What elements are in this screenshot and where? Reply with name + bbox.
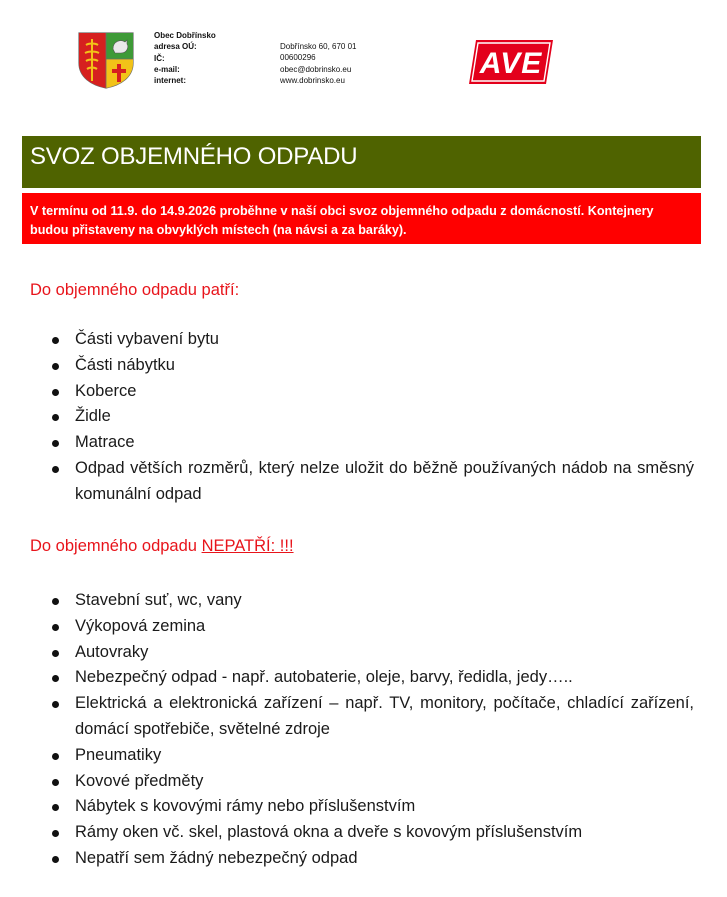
label-email: e-mail: (154, 64, 180, 74)
bullet-icon (52, 675, 59, 682)
municipal-coat-of-arms-icon (77, 31, 135, 89)
ave-logo (468, 39, 554, 85)
bullet-icon (52, 414, 59, 421)
list-item: Části nábytku (30, 353, 694, 379)
not-belongs-list (30, 588, 694, 872)
collection-notice: V termínu od 11.9. do 14.9.2026 proběhne v naší obci svoz objemného odpadu z domácností. Kontejnery budou přistaveny na obvyklých místech (na návsi a za baráky). (22, 193, 701, 244)
bullet-icon (52, 337, 59, 344)
value-address: Dobřínsko 60, 670 01 (280, 42, 357, 51)
org-name: Obec Dobřínsko (154, 31, 216, 40)
ave-logo-text: AVE (479, 47, 543, 80)
label-ico: IČ: (154, 53, 165, 63)
label-internet: internet: (154, 76, 186, 86)
list-item: Nábytek s kovovými rámy nebo příslušenstvím (30, 794, 694, 820)
not-belongs-heading-emphasis: NEPATŘÍ: !!! (201, 537, 294, 555)
bullet-icon (52, 804, 59, 811)
not-belongs-heading-prefix: Do objemného odpadu (30, 537, 202, 555)
list-item: Elektrická a elektronická zařízení – např. TV, monitory, počítače, chladící zařízení, domácí spotřebiče, světelné zdroje (30, 691, 694, 743)
page-title: SVOZ OBJEMNÉHO ODPADU (22, 136, 701, 188)
bullet-icon (52, 466, 59, 473)
bullet-icon (52, 830, 59, 837)
bullet-icon (52, 598, 59, 605)
list-item: Rámy oken vč. skel, plastová okna a dveře s kovovým příslušenstvím (30, 820, 694, 846)
letterhead (0, 0, 727, 110)
not-belongs-heading (30, 535, 294, 557)
belongs-heading: Do objemného odpadu patří: (30, 281, 240, 299)
list-item: Výkopová zemina (30, 614, 694, 640)
list-item: Nepatří sem žádný nebezpečný odpad (30, 846, 694, 872)
label-address: adresa OÚ: (154, 42, 197, 52)
contact-labels (154, 30, 216, 86)
bullet-icon (52, 856, 59, 863)
bullet-icon (52, 701, 59, 708)
bullet-icon (52, 389, 59, 396)
list-item: Kovové předměty (30, 769, 694, 795)
bullet-icon (52, 363, 59, 370)
contact-values (280, 41, 357, 86)
value-email[interactable]: obec@dobrinsko.eu (280, 64, 352, 74)
list-item: Nebezpečný odpad - např. autobaterie, oleje, barvy, ředidla, jedy….. (30, 665, 694, 691)
value-internet[interactable]: www.dobrinsko.eu (280, 75, 345, 85)
bullet-icon (52, 779, 59, 786)
list-item: Pneumatiky (30, 743, 694, 769)
bullet-icon (52, 624, 59, 631)
belongs-list (30, 327, 694, 508)
bullet-icon (52, 650, 59, 657)
bullet-icon (52, 753, 59, 760)
list-item: Stavební suť, wc, vany (30, 588, 694, 614)
list-item: Matrace (30, 430, 694, 456)
list-item: Autovraky (30, 640, 694, 666)
bullet-icon (52, 440, 59, 447)
list-item: Židle (30, 404, 694, 430)
list-item: Koberce (30, 379, 694, 405)
value-ico: 00600296 (280, 53, 316, 63)
list-item: Odpad větších rozměrů, který nelze uložit do běžně používaných nádob na směsný komunální odpad (30, 456, 694, 508)
list-item: Části vybavení bytu (30, 327, 694, 353)
